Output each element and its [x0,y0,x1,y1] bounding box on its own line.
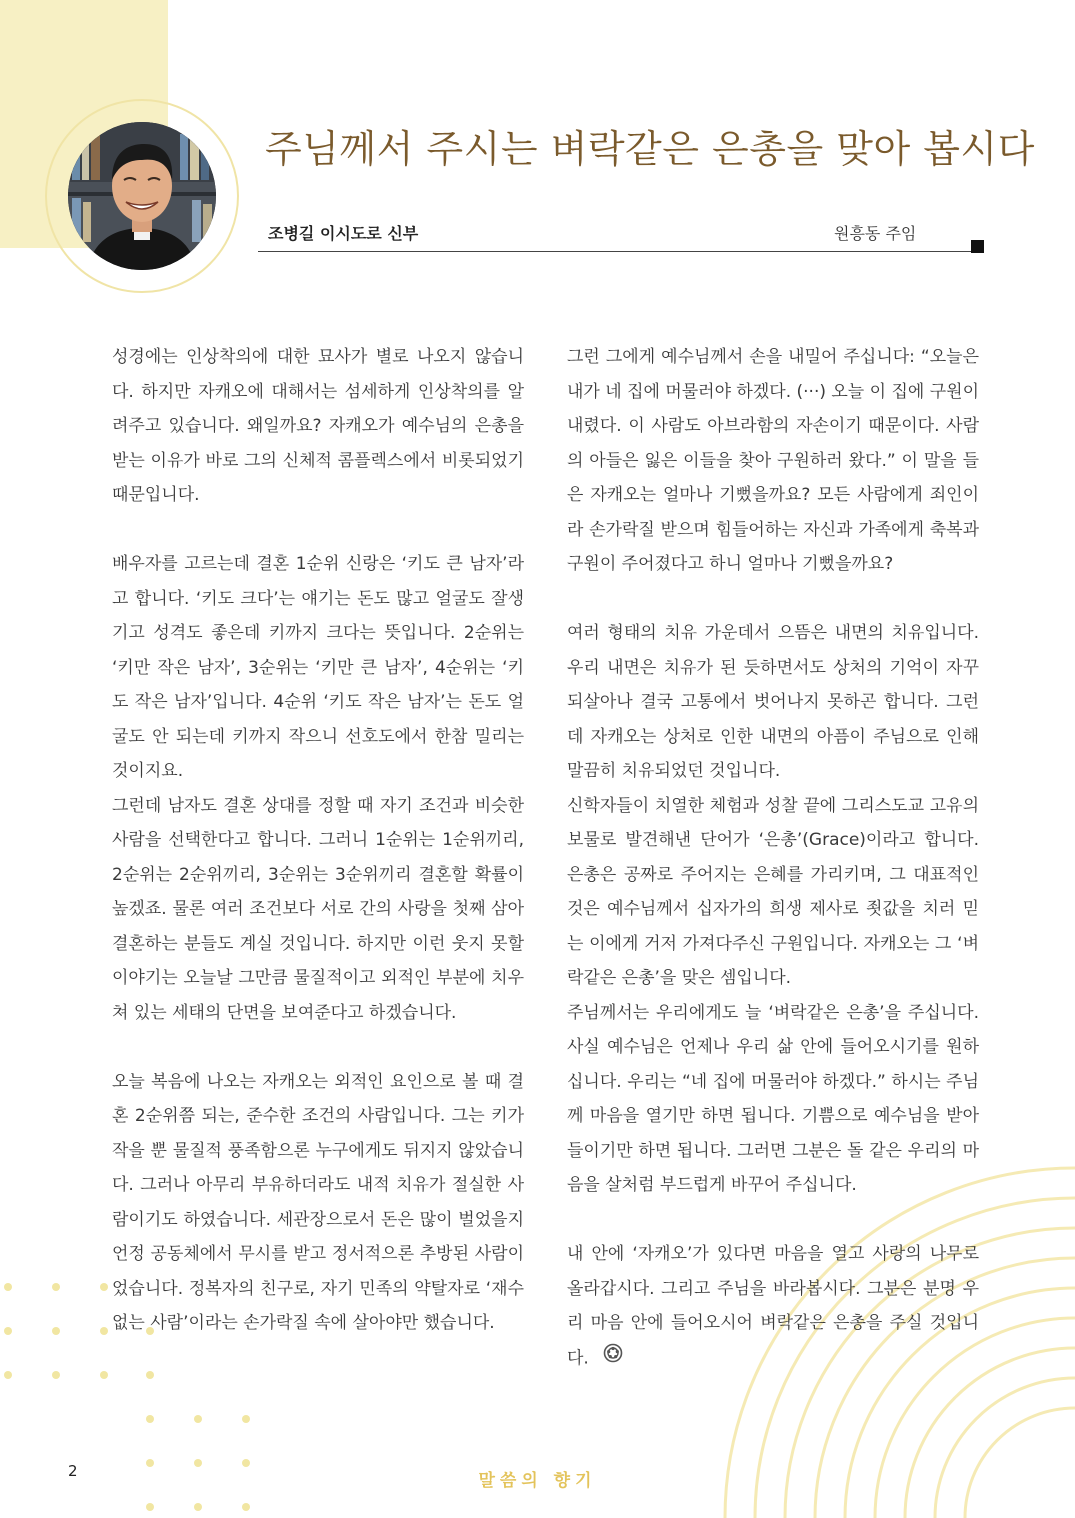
body-column-right [567,340,979,1375]
paragraph: 그런 그에게 예수님께서 손을 내밀어 주십니다: “오늘은 내가 네 집에 머물러야 하겠다. (···) 오늘 이 집에 구원이 내렸다. 이 사람도 아브라함의 자손이기 때문이다. 사람의 아들은 잃은 이들을 찾아 구원하러 왔다.” 이 말을 들은 자캐오는 얼마나 기뻤을까요? 모든 사람에게 죄인이라 손가락질 받으며 힘들어하는 자신과 가족에게 축복과 구원이 주어졌다고 하니 얼마나 기뻤을까요? [567,347,979,574]
paragraph: 배우자를 고르는데 결혼 1순위 신랑은 ‘키도 큰 남자’라고 합니다. ‘키도 크다’는 얘기는 돈도 많고 얼굴도 잘생기고 성격도 좋은데 키까지 크다는 뜻입니다. 2순위는 ‘키만 작은 남자’, 3순위는 ‘키만 큰 남자’, 4순위는 ‘키도 작은 남자’입니다. 4순위 ‘키도 작은 남자’는 돈도 얼굴도 안 되는데 키까지 작으니 선호도에서 한참 밀리는 것이지요. [112,554,524,781]
end-mark-icon [603,1341,623,1376]
page-number: 2 [68,1462,78,1480]
paragraph: 주님께서는 우리에게도 늘 ‘벼락같은 은총’을 주십니다. 사실 예수님은 언제나 우리 삶 안에 들어오시기를 원하십니다. 우리는 “네 집에 머물러야 하겠다.” 하시는 주님께 마음을 열기만 하면 됩니다. 기쁨으로 예수님을 받아들이기만 하면 됩니다. 그러면 그분은 돌 같은 우리의 마음을 살처럼 부드럽게 바꾸어 주십니다. [567,1002,979,1195]
article-title: 주님께서 주시는 벼락같은 은총을 맞아 봅시다 [265,127,1035,171]
paragraph: 오늘 복음에 나오는 자캐오는 외적인 요인으로 볼 때 결혼 2순위쯤 되는, 준수한 조건의 사람입니다. 그는 키가 작을 뿐 물질적 풍족함으론 누구에게도 뒤지지 않았습니다. 그러나 아무리 부유하더라도 내적 치유가 절실한 사람이기도 하였습니다. 세관장으로서 돈은 많이 벌었을지언정 공동체에서 무시를 받고 정서적으론 추방된 사람이었습니다. 정복자의 친구로, 자기 민족의 약탈자로 ‘재수 없는 사람’이라는 손가락질 속에 살아야만 했습니다. [112,1071,524,1333]
portrait-illustration [68,122,216,270]
author-role: 원흥동 주임 [834,224,917,243]
paragraph: 여러 형태의 치유 가운데서 으뜸은 내면의 치유입니다. 우리 내면은 치유가 된 듯하면서도 상처의 기억이 자꾸 되살아나 결국 고통에서 벗어나지 못하곤 합니다. 그런데 자캐오는 상처로 인한 내면의 아픔이 주님으로 인해 말끔히 치유되었던 것입니다. [567,623,979,781]
paragraph-final-text: 내 안에 ‘자캐오’가 있다면 마음을 열고 사랑의 나무로 올라갑시다. 그리고 주님을 바라봅시다. 그분은 분명 우리 마음 안에 들어오시어 벼락같은 은총을 주실 것입니다. [567,1244,979,1368]
paragraph: 성경에는 인상착의에 대한 묘사가 별로 나오지 않습니다. 하지만 자캐오에 대해서는 섬세하게 인상착의를 알려주고 있습니다. 왜일까요? 자캐오가 예수님의 은총을 받는 이유가 바로 그의 신체적 콤플렉스에서 비롯되었기 때문입니다. [112,347,524,505]
byline-square-marker [971,240,984,253]
body-column-left [112,340,524,1341]
byline-divider [258,251,984,252]
paragraph: 신학자들이 치열한 체험과 성찰 끝에 그리스도교 고유의 보물로 발견해낸 단어가 ‘은총’(Grace)이라고 합니다. 은총은 공짜로 주어지는 은혜를 가리키며, 그 대표적인 것은 예수님께서 십자가의 희생 제사로 죗값을 치러 믿는 이에게 거저 가져다주신 구원입니다. 자캐오는 그 ‘벼락같은 은총’을 맞은 셈입니다. [567,795,979,988]
author-name: 조병길 이시도로 신부 [268,224,419,243]
paragraph: 그런데 남자도 결혼 상대를 정할 때 자기 조건과 비슷한 사람을 선택한다고 합니다. 그러니 1순위는 1순위끼리, 2순위는 2순위끼리, 3순위는 3순위끼리 결혼할 확률이 높겠죠. 물론 여러 조건보다 서로 간의 사랑을 첫째 삼아 결혼하는 분들도 계실 것입니다. 하지만 이런 웃지 못할 이야기는 오늘날 그만큼 물질적이고 외적인 부분에 치우쳐 있는 세태의 단면을 보여준다고 하겠습니다. [112,795,524,1023]
publication-name: 말씀의 향기 [478,1471,597,1491]
author-portrait [68,122,216,270]
paragraph-final [567,1237,979,1375]
